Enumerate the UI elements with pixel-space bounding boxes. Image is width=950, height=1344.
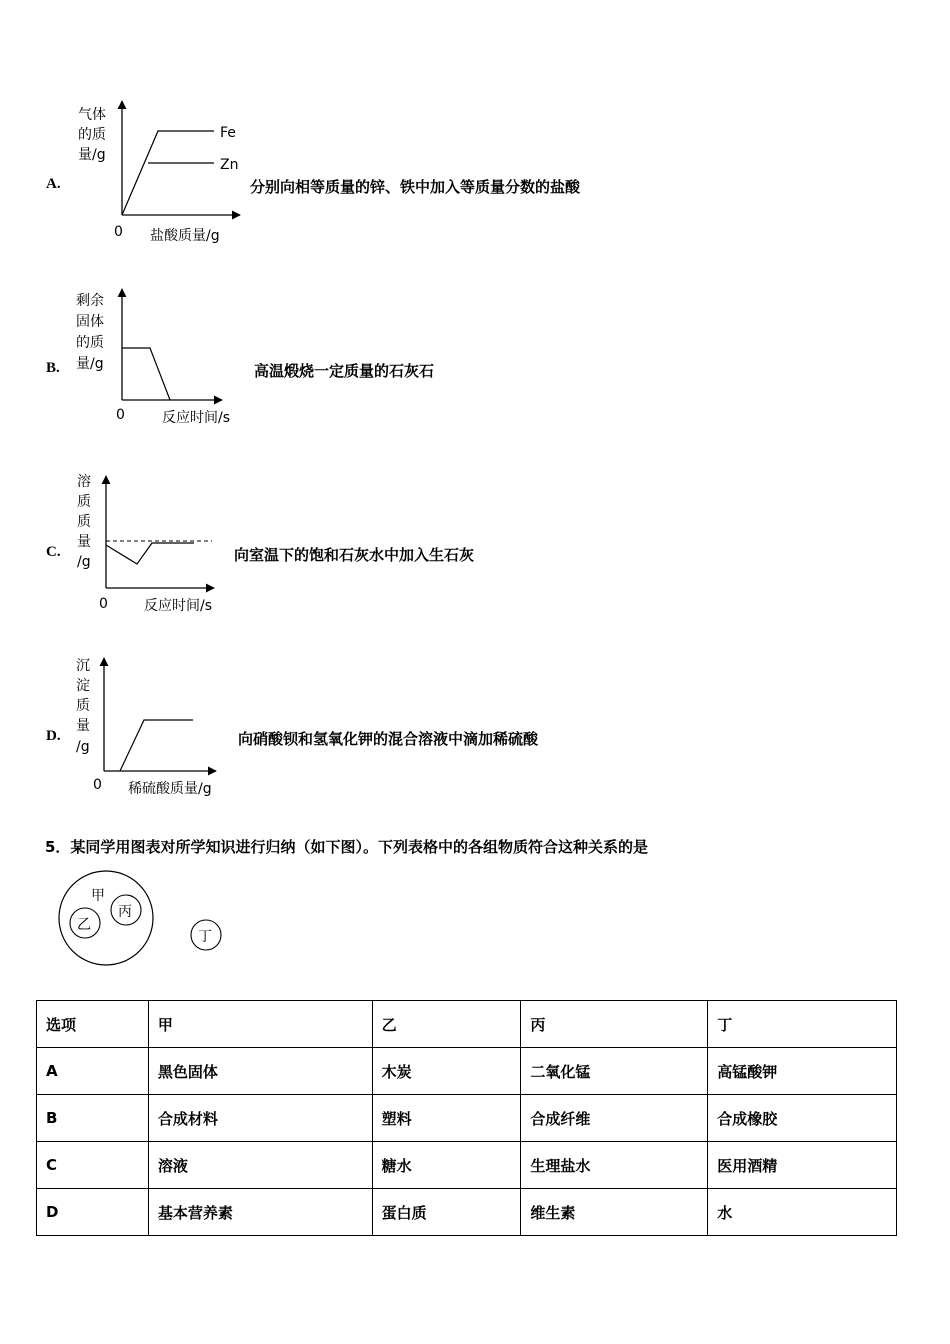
y-label-line-2: 固体 (76, 314, 104, 330)
label-ding: 丁 (198, 929, 212, 945)
y-label-line-3: 质 (77, 514, 91, 530)
label-yi: 乙 (77, 917, 91, 933)
y-label-line-5: /g (77, 554, 91, 570)
y-label-line-1: 气体 (78, 107, 106, 123)
origin-label: 0 (93, 777, 102, 793)
table-cell: 基本营养素 (148, 1189, 372, 1236)
label-bing: 丙 (118, 904, 132, 920)
question-5-text: 5．某同学用图表对所学知识进行归纳（如下图）。下列表格中的各组物质符合这种关系的是 (45, 838, 648, 856)
fe-label: Fe (220, 125, 236, 141)
table-cell: 蛋白质 (372, 1189, 521, 1236)
table-cell: 生理盐水 (521, 1142, 708, 1189)
table-cell: D (37, 1189, 149, 1236)
table-cell: 溶液 (148, 1142, 372, 1189)
option-d-letter: D. (46, 728, 61, 744)
table-cell: 二氧化锰 (521, 1048, 708, 1095)
option-b-letter: B. (46, 360, 60, 376)
option-c-description: 向室温下的饱和石灰水中加入生石灰 (234, 546, 475, 564)
fe-line (122, 131, 214, 215)
x-label: 反应时间/s (162, 410, 231, 426)
y-label-line-4: 量/g (76, 356, 104, 372)
header-cell: 选项 (37, 1001, 149, 1048)
header-cell: 乙 (372, 1001, 521, 1048)
label-jia: 甲 (91, 888, 105, 904)
origin-label: 0 (99, 596, 108, 612)
y-label-line-1: 剩余 (76, 293, 104, 309)
header-cell: 甲 (148, 1001, 372, 1048)
relationship-table (36, 1000, 897, 1236)
option-a-description: 分别向相等质量的锌、铁中加入等质量分数的盐酸 (250, 178, 581, 196)
table-cell: 高锰酸钾 (708, 1048, 897, 1095)
table-cell: 木炭 (372, 1048, 521, 1095)
option-c-letter: C. (46, 544, 61, 560)
y-label-line-3: 质 (76, 698, 90, 714)
header-cell: 丁 (708, 1001, 897, 1048)
origin-label: 0 (114, 224, 123, 240)
option-b-description: 高温煅烧一定质量的石灰石 (254, 362, 435, 380)
option-d-graph (70, 652, 270, 802)
table-cell: B (37, 1095, 149, 1142)
table-cell: 糖水 (372, 1142, 521, 1189)
table-cell: 塑料 (372, 1095, 521, 1142)
option-d-description: 向硝酸钡和氢氧化钾的混合溶液中滴加稀硫酸 (238, 730, 539, 748)
table-cell: 医用酒精 (708, 1142, 897, 1189)
table-cell: C (37, 1142, 149, 1189)
y-label-line-1: 沉 (76, 658, 90, 674)
zn-label: Zn (220, 157, 239, 173)
solute-mass-line (106, 543, 194, 564)
precipitate-line (120, 720, 193, 771)
y-label-line-2: 质 (77, 494, 91, 510)
table-row (37, 1095, 897, 1142)
table-row (37, 1048, 897, 1095)
y-label-line-3: 的质 (76, 335, 104, 351)
table-header-row (37, 1001, 897, 1048)
y-label-line-4: 量 (76, 718, 90, 734)
table-row (37, 1142, 897, 1189)
venn-diagram (55, 868, 230, 968)
option-a-letter: A. (46, 176, 61, 192)
table-row (37, 1189, 897, 1236)
header-cell: 丙 (521, 1001, 708, 1048)
table-cell: 合成纤维 (521, 1095, 708, 1142)
y-label-line-1: 溶 (77, 474, 91, 490)
origin-label: 0 (116, 407, 125, 423)
table-cell: A (37, 1048, 149, 1095)
y-label-line-4: 量 (77, 534, 91, 550)
x-label: 盐酸质量/g (150, 228, 220, 244)
x-label: 反应时间/s (144, 598, 213, 614)
table-cell: 黑色固体 (148, 1048, 372, 1095)
y-label-line-3: 量/g (78, 147, 106, 163)
remaining-solid-line (122, 348, 170, 400)
table-cell: 合成橡胶 (708, 1095, 897, 1142)
table-cell: 水 (708, 1189, 897, 1236)
y-label-line-2: 的质 (78, 127, 106, 143)
table-cell: 合成材料 (148, 1095, 372, 1142)
y-label-line-2: 淀 (76, 678, 90, 694)
y-label-line-5: /g (76, 739, 90, 755)
option-b-graph (70, 285, 270, 430)
table-cell: 维生素 (521, 1189, 708, 1236)
x-label: 稀硫酸质量/g (128, 781, 212, 797)
option-a-graph (70, 95, 270, 250)
